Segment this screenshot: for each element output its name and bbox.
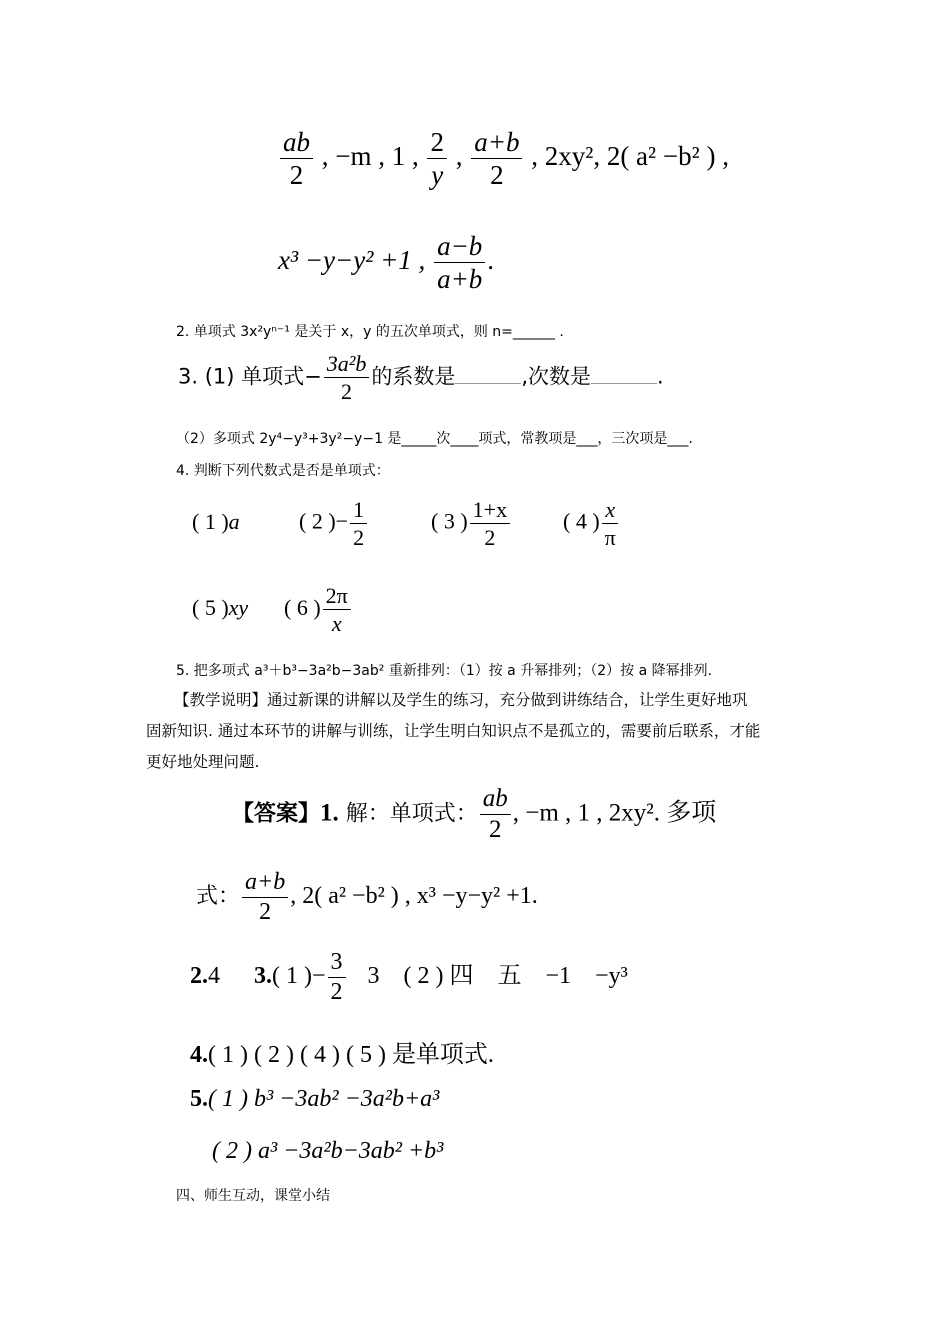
q4-item5: ( 5 )xy <box>192 594 249 620</box>
q1-terms-a: , −m , 1 , <box>321 141 419 172</box>
q3-frac: $\frac{\text{3a²b}}{2}$ <box>324 352 370 403</box>
q4-row1 <box>192 498 621 549</box>
q3-mid: 的系数是 <box>371 364 456 389</box>
q4-item2: ( 2 )− $\frac{1}{2}$ <box>299 498 431 549</box>
q1-terms-b: , 2xy², 2( a² −b² ) , <box>531 141 729 172</box>
answer-line1b: 式： $\frac{a+b}{2}$ , 2( a² −b² ) , x³ −y−y² +1. <box>196 869 538 926</box>
answer-line4: 4.( 1 ) ( 2 ) ( 4 ) ( 5 ) 是单项式. <box>190 1042 494 1068</box>
q3-sub2: （2）多项式 2y⁴−y³+3y²−y−1 是_____次____项式，常教项是___，三次项是___. <box>176 431 693 447</box>
teaching-note <box>146 685 811 778</box>
section4-title: 四、师生互动，课堂小结 <box>176 1188 330 1204</box>
q3-blank-deg <box>591 362 657 384</box>
q1-row1 <box>278 128 729 190</box>
answer-line5a: 5.( 1 ) b³ −3ab² −3a²b+a³ <box>190 1086 440 1112</box>
q1-frac-2-y: $\frac{2}{y}$ <box>427 128 447 190</box>
teaching-line2: 固新知识. 通过本环节的讲解与训练，让学生明白知识点不是孤立的，需要前后联系，才能 <box>146 722 761 740</box>
q3-lead: 3. (1) 单项式− <box>178 364 322 389</box>
q4-item3: ( 3 ) $\frac{1+x}{2}$ <box>431 498 563 549</box>
q4-row2 <box>192 584 353 635</box>
q1-frac-amb-apb: $\frac{a-b}{a+b}$ <box>434 232 485 294</box>
q2-text: 2. 单项式 3x²yⁿ⁻¹ 是关于 x，y 的五次单项式，则 n=______ . <box>176 324 564 340</box>
q4-item1: ( 1 )a <box>192 508 240 534</box>
q4-title: 4. 判断下列代数式是否是单项式： <box>176 463 390 479</box>
q1-comma: , <box>455 141 463 172</box>
teaching-line3: 更好地处理问题. <box>146 753 260 771</box>
q3-line1: 3. (1) 单项式− $\frac{\text{3a²b}}{2}$ 的系数是 ,次数是 . <box>178 351 664 405</box>
q4-item6: ( 6 ) $\frac{2\pi}{x}$ <box>284 595 353 620</box>
q3-blank-coef <box>455 362 521 384</box>
answer-line2-3: 2.4 3.( 1 )− $\frac{3}{2}$ 3 ( 2 ) 四 五 −1 −y³ <box>190 949 628 1006</box>
q3-comma: ,次数是 <box>521 364 592 389</box>
answer-line1: 【答案】1. 解：单项式： $\frac{ab}{2}$ , −m , 1 , 2xy². 多项 <box>232 785 717 844</box>
answer-line5b: ( 2 ) a³ −3a²b−3ab² +b³ <box>212 1138 444 1164</box>
q5-text: 5. 把多项式 a³＋b³−3a²b−3ab² 重新排列：（1）按 a 升幂排列；（2）按 a 降幂排列. <box>176 663 713 679</box>
q4-item4: ( 4 ) $\frac{x}{\pi}$ <box>563 498 621 549</box>
q1-frac-apb-2: $\frac{a+b}{2}$ <box>471 128 522 190</box>
q1-poly: x³ −y−y² +1 , <box>278 245 426 276</box>
q1-frac-ab-2: $\frac{ab}{2}$ <box>280 128 313 190</box>
q1-row2: x³ −y−y² +1 , $\frac{a-b}{a+b}$ . <box>278 231 495 295</box>
answer-label: 【答案】 <box>232 801 321 827</box>
teaching-line1: 【教学说明】通过新课的讲解以及学生的练习，充分做到讲练结合，让学生更好地巩 <box>174 691 748 709</box>
